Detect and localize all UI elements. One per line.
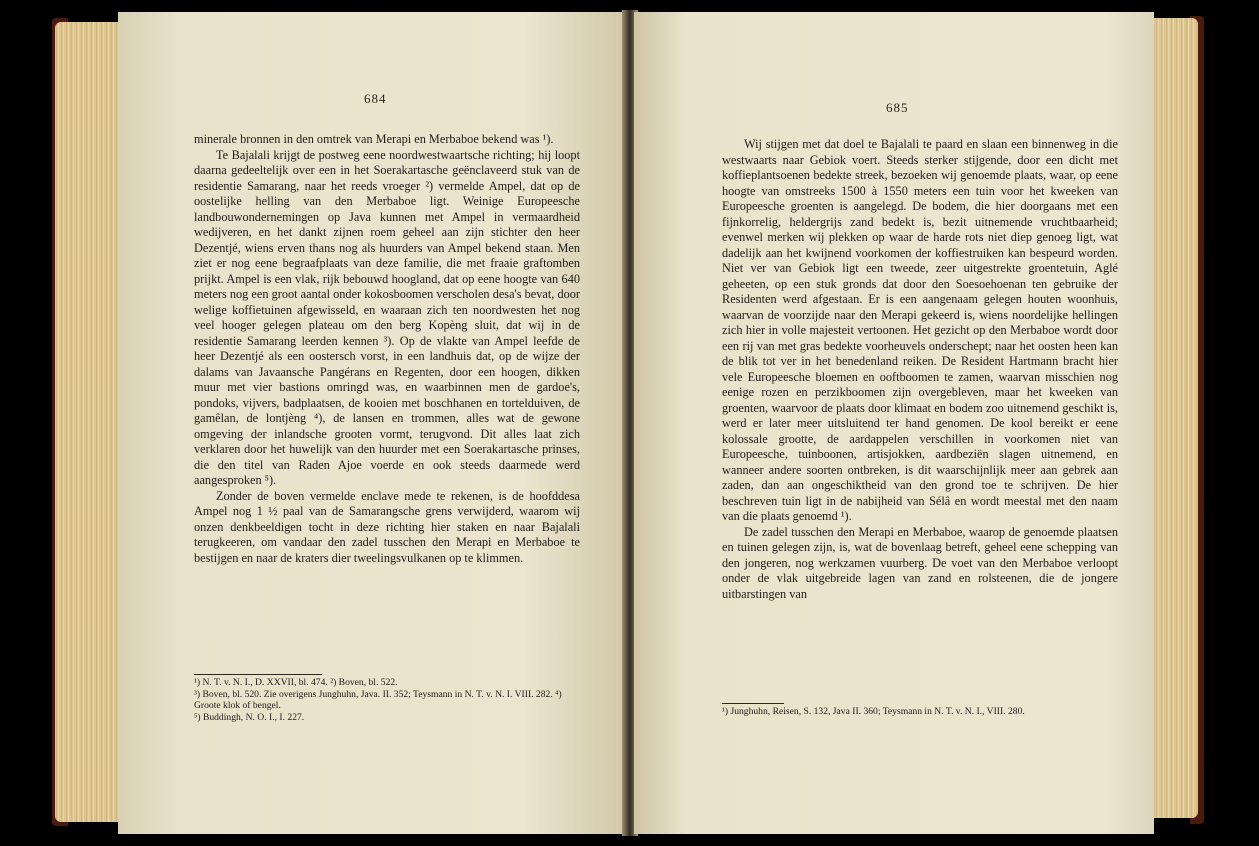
body-text — [722, 137, 1118, 602]
page-edges-right — [1150, 18, 1198, 818]
left-page — [118, 12, 626, 834]
paragraph: Zonder de boven vermelde enclave mede te rekenen, is de hoofddesa Ampel nog 1 ½ paal van de Samarangsche grens verwijderd, waarom wij onzen denkbeeldigen tocht in deze richting hier staken en naar Bajalali terugkeeren, om vandaar den zadel tusschen den Merapi en Merbaboe te bestijgen en naar de kraters dier tweelingsvulkanen op te klimmen. — [194, 488, 580, 565]
paragraph: De zadel tusschen den Merapi en Merbaboe, waarop de genoemde plaatsen en tuinen gelegen zijn, is, wat de bovenlaag betreft, geheel eene schepping van den jongeren, nog werkzamen vuurberg. De voet van den Merbaboe verloopt onder de vlak uitgebreide lagen van zand en rolsteenen, die de jongere uitbarstingen van — [722, 524, 1118, 601]
body-text — [194, 132, 580, 566]
footnote-rule — [194, 674, 322, 675]
footnote: ¹) N. T. v. N. I., D. XXVII, bl. 474. ²) Boven, bl. 522. — [194, 677, 398, 688]
page-number: 684 — [364, 91, 387, 106]
paragraph: Wij stijgen met dat doel te Bajalali te paard en slaan een binnenweg in die westwaarts naar Gebiok voert. Steeds sterker stijgende, door een dicht met koffieplantsoenen bedekte streek, bezoeken wij genoemde plaats, waar, op eene hoogte van omstreeks 1500 à 1550 meters een tuin voor het kweeken van Europeesche groenten is aangelegd. De bodem, die hier doorgaans met een fijnkorrelig, heldergrijs zand bedekt is, bezit uitnemende vruchtbaarheid; evenwel merken wij plekken op waar de harde rots niet diep genoeg ligt, wat dadelijk aan het kwijnend voorkomen der koffiestruiken kan bespeurd worden. Niet ver van Gebiok ligt een tweede, zeer uitgestrekte groentetuin, Aglé geheeten, op een stuk gronds dat door den Soesoehoenan ten gebruike der Residenten werd afgestaan. Er is een aangenaam gelegen houten woonhuis, waarvan de voorzijde naar den Merapi gekeerd is, wiens noordelijke hellingen zich hier in volle majesteit vertoonen. Het gezicht op den Merbaboe wordt door een rij van met gras bedekte voorheuvels onderschept; naar het oosten heen kan de blik tot ver in het benedenland reiken. De Resident Hartmann bracht hier vele Europeesche bloemen en ooftboomen te zamen, waarvan misschien nog eenige rozen en perzikboomen zijn overgebleven, maar het kweeken van groenten, waarvoor de plaats door klimaat en bodem zoo uitnemend geschikt is, werd er later meer uitsluitend ter hand genomen. De kool bereikt er eene kolossale grootte, de aardappelen verschillen in voorkomen niet van Europeesche, tuinboonen, artisjokken, aardbeziën slagen uitnemend, en wanneer andere soorten ontbreken, is dit waarschijnlijk meer aan gebrek aan zaden, dan aan ongeschiktheid van den grond toe te schrijven. De hier beschreven tuin ligt in de nabijheid van Sélâ en wordt meestal met den naam van die plaats genoemd ¹). — [722, 137, 1118, 523]
footnotes — [194, 677, 584, 723]
footnote: ¹) Junghuhn, Reisen, S. 132, Java II. 360; Teysmann in N. T. v. N. I., VIII. 280. — [722, 706, 1025, 717]
footnote-rule — [722, 703, 784, 704]
page-edges-left — [55, 22, 121, 822]
right-page — [634, 12, 1154, 834]
footnote: ³) Boven, bl. 520. Zie overigens Junghuhn, Java. II. 352; Teysmann in N. T. v. N. I. VIII. 282. ⁴) Groote klok of bengel. — [194, 688, 562, 712]
page-number: 685 — [886, 100, 909, 115]
paragraph: minerale bronnen in den omtrek van Merapi en Merbaboe bekend was ¹). — [194, 132, 554, 146]
footnotes — [722, 706, 1120, 718]
paragraph: Te Bajalali krijgt de postweg eene noordwestwaartsche richting; hij loopt daarna gedeeltelijk over een in het Soerakartasche geënclaveerd stuk van de residentie Samarang, naar het reeds vroeger ²) vermelde Ampel, dat op de oostelijke helling van den Merbaboe ligt. Weinige Europeesche landbouwondernemingen op Java kunnen met Ampel in vermaardheid wedijveren, en het dankt zijnen roem geheel aan zijn stichter den heer Dezentjé, wiens erven thans nog als huurders van Ampel bekend staan. Men ziet er nog eene begraafplaats van deze familie, die met fraaie graftomben prijkt. Ampel is een vlak, rijk bebouwd hoogland, dat op eene hoogte van 640 meters nog een groot aantal onder kokosboomen verscholen desa's bevat, door welige koffietuinen afgewisseld, en waaraan zich ten noordwesten het nog veel hooger gelegen plateau om den berg Kopèng sluit, dat wij in de residentie Samarang leerden kennen ³). Op de vlakte van Ampel leefde de heer Dezentjé als een oostersch vorst, in een landhuis dat, op de wijze der dalams van Javaansche Pangérans en Regenten, door een hoogen, dikken muur met vier bastions omringd was, en waarbinnen men de gardoe's, pondoks, vijvers, badplaatsen, de kooien met boschhanen en tortelduiven, de gamêlan, de lontjèng ⁴), de lansen en trommen, alles wat de gewone omgeving der inlandsche grooten vormt, terugvond. Dit alles laat zich verklaren door het huwelijk van den huurder met een Soerakartasche prinses, die den titel van Raden Ajoe voerde en ook steeds daarmede werd aangesproken ⁵). — [194, 147, 580, 487]
footnote: ⁵) Buddingh, N. O. I., I. 227. — [194, 711, 305, 723]
